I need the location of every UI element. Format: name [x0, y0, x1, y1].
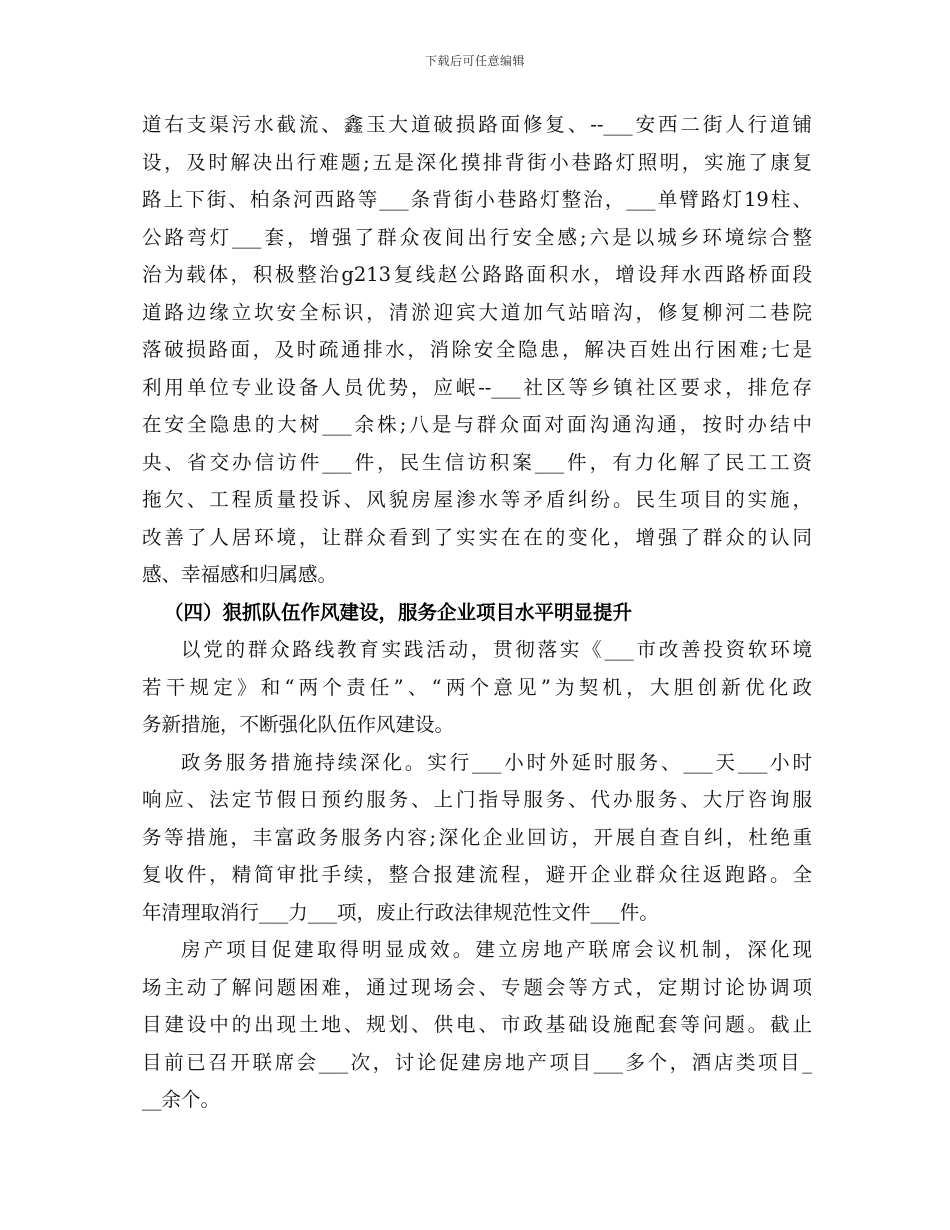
paragraph-line: 若干规定》和“两个责任”、“两个意见”为契机，大胆创新优化政: [142, 675, 812, 699]
paragraph-line: 治为载体，积极整治g213复线赵公路路面积水，增设拜水西路桥面段: [142, 263, 812, 286]
paragraph-line: 落破损路面，及时疏通排水，消除安全隐患，解决百姓出行困难;七是: [142, 338, 812, 361]
paragraph-line: 务新措施，不断强化队伍作风建设。: [142, 713, 455, 736]
paragraph-line: 道路边缘立坎安全标识，清淤迎宾大道加气站暗沟，修复柳河二巷院: [142, 300, 812, 324]
paragraph-line: 改善了人居环境，让群众看到了实实在在的变化，增强了群众的认同: [142, 525, 812, 549]
paragraph-line: 政务服务措施持续深化。实行___小时外延时服务、___天___小时: [181, 750, 812, 774]
paragraph-line: 复收件，精简审批手续，整合报建流程，避开企业群众往返跑路。全: [142, 863, 812, 886]
paragraph-line: 目前已召开联席会___次，讨论促建房地产项目___多个，酒店类项目_: [142, 1050, 812, 1074]
page-header-note: 下载后可任意编辑: [424, 54, 525, 68]
paragraph-line: 央、省交办信访件___件，民生信访积案___件，有力化解了民工工资: [142, 450, 812, 474]
paragraph-line: 房产项目促建取得明显成效。建立房地产联席会议机制，深化现: [181, 938, 812, 961]
paragraph-line: 以党的群众路线教育实践活动，贯彻落实《___市改善投资软环境: [181, 638, 812, 661]
paragraph-line: __余个。: [142, 1088, 221, 1111]
section-heading: （四）狠抓队伍作风建设，服务企业项目水平明显提升: [164, 600, 633, 624]
paragraph-line: 道右支渠污水截流、鑫玉大道破损路面修复、--___安西二街人行道铺: [142, 113, 812, 136]
paragraph-line: 年清理取消行___力___项，废止行政法律规范性文件___件。: [142, 900, 659, 924]
paragraph-line: 拖欠、工程质量投诉、风貌房屋渗水等矛盾纠纷。民生项目的实施，: [142, 488, 812, 511]
paragraph-line: 响应、法定节假日预约服务、上门指导服务、代办服务、大厅咨询服: [142, 788, 812, 811]
paragraph-line: 务等措施，丰富政务服务内容;深化企业回访，开展自查自纠，杜绝重: [142, 825, 812, 849]
paragraph-line: 目建设中的出现土地、规划、供电、市政基础设施配套等问题。截止: [142, 1013, 812, 1036]
paragraph-line: 利用单位专业设备人员优势，应岷--___社区等乡镇社区要求，排危存: [142, 375, 812, 399]
paragraph-line: 公路弯灯___套，增强了群众夜间出行安全感;六是以城乡环境综合整: [142, 225, 812, 249]
paragraph-line: 感、幸福感和归属感。: [142, 563, 338, 586]
paragraph-line: 在安全隐患的大树___余株;八是与群众面对面沟通沟通，按时办结中: [142, 413, 812, 436]
document-body: [142, 106, 812, 1119]
paragraph-line: 设，及时解决出行难题;五是深化摸排背街小巷路灯照明，实施了康复: [142, 150, 812, 174]
paragraph-line: 路上下街、柏条河西路等___条背街小巷路灯整治，___单臂路灯19柱、: [142, 188, 812, 211]
paragraph-line: 场主动了解问题困难，通过现场会、专题会等方式，定期讨论协调项: [142, 975, 812, 999]
